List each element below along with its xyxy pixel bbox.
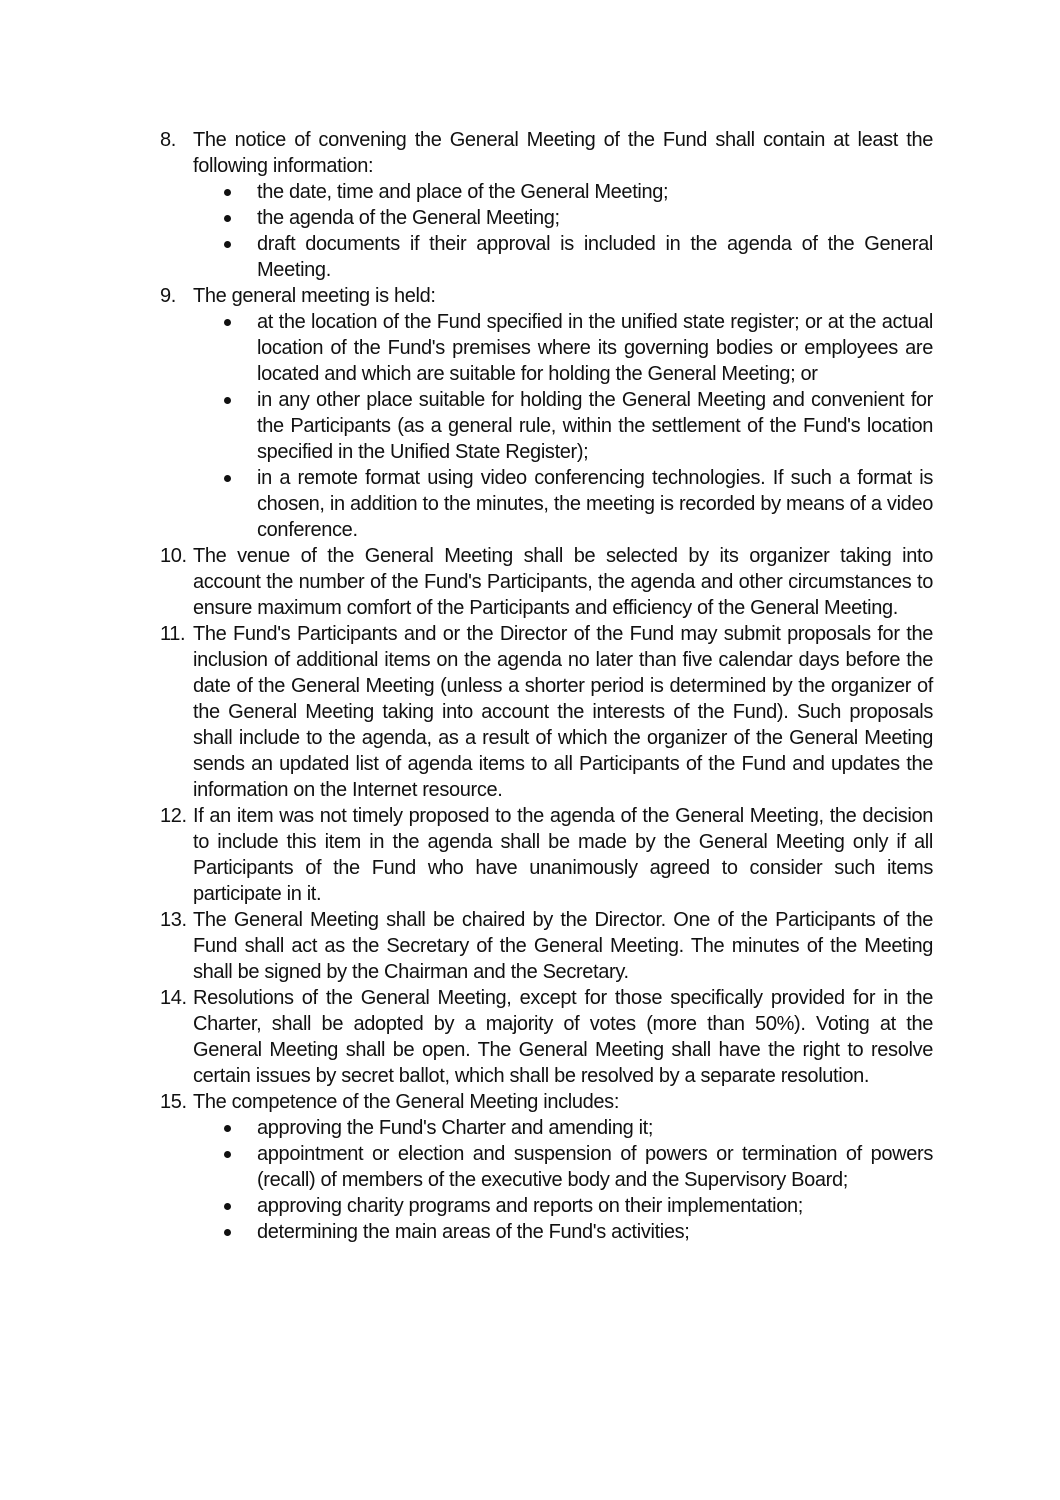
bullet-text: appointment or election and suspension of powers or termination of powers (recall) of members of the executive body and the Supervisory Board; [257,1143,933,1191]
clause-14 [160,985,933,1089]
clause-12 [160,803,933,907]
bullet-item [257,179,933,205]
bullet-text: the date, time and place of the General Meeting; [257,181,669,203]
bullet-icon [224,1203,231,1210]
bullet-list [193,179,933,283]
bullet-text: at the location of the Fund specified in the unified state register; or at the actual location of the Fund's premises where its governing bodies or employees are located and which are suitable for holding the General Meeting; or [257,311,933,385]
bullet-item [257,205,933,231]
bullet-icon [224,1125,231,1132]
bullet-icon [224,475,231,482]
clause-number: 10. [160,545,187,567]
clause-text: The Fund's Participants and or the Director of the Fund may submit proposals for the inclusion of additional items on the agenda no later than five calendar days before the date of the General Meeting (unless a shorter period is determined by the organizer of the General Meeting taking into account the interests of the Fund). Such proposals shall include to the agenda, as a result of which the organizer of the General Meeting sends an updated list of agenda items to all Participants of the Fund and updates the information on the Internet resource. [193,623,933,801]
clause-text: The competence of the General Meeting includes: [193,1091,620,1113]
bullet-item [257,387,933,465]
clause-number: 13. [160,909,187,931]
numbered-clause-list [160,127,933,1245]
bullet-icon [224,1229,231,1236]
clause-10 [160,543,933,621]
bullet-text: draft documents if their approval is included in the agenda of the General Meeting. [257,233,933,281]
bullet-text: approving charity programs and reports on their implementation; [257,1195,804,1217]
bullet-text: in a remote format using video conferencing technologies. If such a format is chosen, in addition to the minutes, the meeting is recorded by means of a video conference. [257,467,933,541]
clause-number: 9. [160,285,176,307]
bullet-item [257,1115,933,1141]
clause-text: If an item was not timely proposed to the agenda of the General Meeting, the decision to include this item in the agenda shall be made by the General Meeting only if all Participants of the Fund who have unanimously agreed to consider such items participate in it. [193,805,933,905]
bullet-list [193,309,933,543]
clause-number: 8. [160,129,176,151]
bullet-text: approving the Fund's Charter and amending it; [257,1117,654,1139]
bullet-item [257,309,933,387]
clause-text: The venue of the General Meeting shall be selected by its organizer taking into account the number of the Fund's Participants, the agenda and other circumstances to ensure maximum comfort of the Participants and efficiency of the General Meeting. [193,545,933,619]
clause-9 [160,283,933,543]
clause-text: The notice of convening the General Meeting of the Fund shall contain at least the following information: [193,129,933,177]
bullet-icon [224,189,231,196]
bullet-item [257,465,933,543]
bullet-text: determining the main areas of the Fund's activities; [257,1221,690,1243]
bullet-item [257,1141,933,1193]
clause-11 [160,621,933,803]
bullet-item [257,231,933,283]
clause-8 [160,127,933,283]
clause-text: The General Meeting shall be chaired by the Director. One of the Participants of the Fund shall act as the Secretary of the General Meeting. The minutes of the Meeting shall be signed by the Chairman and the Secretary. [193,909,933,983]
clause-15 [160,1089,933,1245]
clause-13 [160,907,933,985]
bullet-icon [224,397,231,404]
clause-number: 12. [160,805,187,827]
bullet-list [193,1115,933,1245]
bullet-icon [224,241,231,248]
document-page [160,127,933,1245]
clause-text: The general meeting is held: [193,285,436,307]
bullet-item [257,1193,933,1219]
bullet-text: the agenda of the General Meeting; [257,207,560,229]
bullet-item [257,1219,933,1245]
bullet-icon [224,1151,231,1158]
bullet-icon [224,215,231,222]
clause-number: 11. [160,623,186,645]
clause-number: 15. [160,1091,187,1113]
bullet-icon [224,319,231,326]
clause-number: 14. [160,987,187,1009]
bullet-text: in any other place suitable for holding the General Meeting and convenient for the Participants (as a general rule, within the settlement of the Fund's location specified in the Unified State Register); [257,389,933,463]
clause-text: Resolutions of the General Meeting, except for those specifically provided for in the Charter, shall be adopted by a majority of votes (more than 50%). Voting at the General Meeting shall be open. The General Meeting shall have the right to resolve certain issues by secret ballot, which shall be resolved by a separate resolution. [193,987,933,1087]
